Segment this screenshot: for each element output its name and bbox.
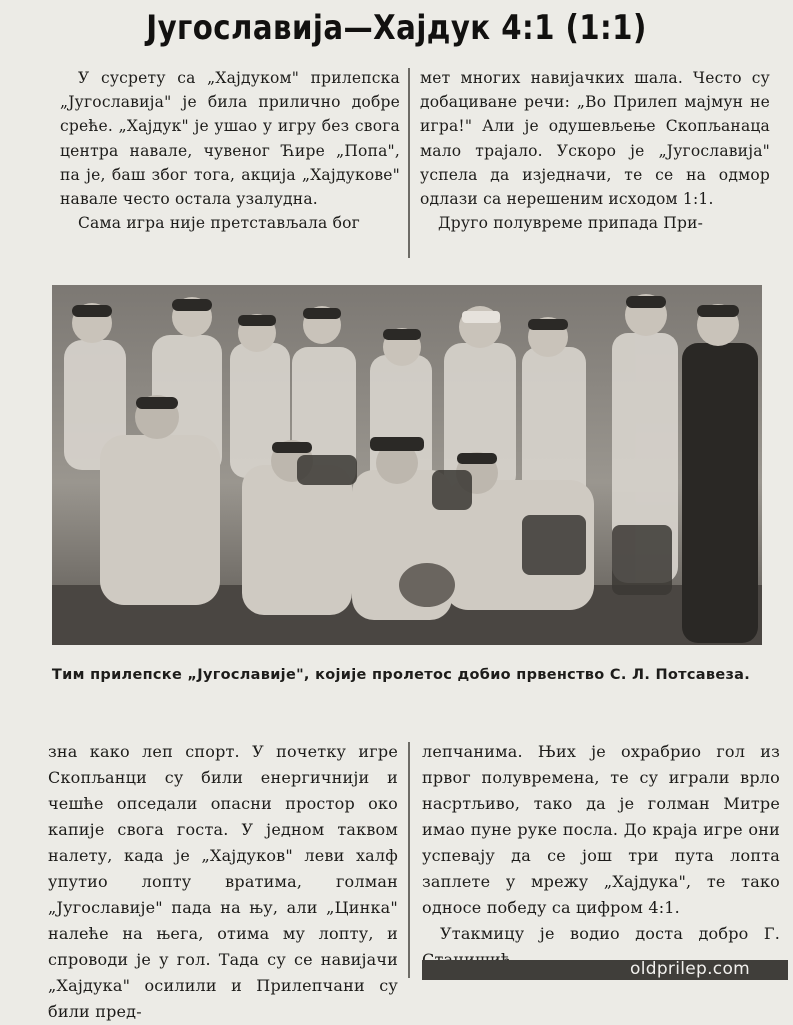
watermark: oldprilep.com [630, 959, 751, 979]
article-column-bottom-right [422, 739, 780, 973]
paragraph: У сусрету са „Хајдуком" прилепска „Југославија" је била прилично добре среће. „Хајдук" је ушао у игру без свога центра навале, чувеног Ћире „Попа", па је, баш због тога, акција „Хајдукове" навале често остала узалудна. [60, 69, 400, 209]
column-divider [408, 742, 410, 978]
headline: Југославија—Хајдук 4:1 (1:1) [146, 8, 647, 48]
team-photo [52, 285, 762, 645]
article-column-top-right [420, 66, 770, 235]
column-divider [408, 68, 410, 258]
article-column-top-left [60, 66, 400, 235]
photo-caption: Тим прилепске „Југославије", којије пролетос добио првенство С. Л. Потсавеза. [51, 667, 751, 683]
paragraph: лепчанима. Њих је охрабрио гол из првог полувремена, те су играли врло насртљиво, тако да је голман Митре имао пуне руке посла. До краја игре они успевају да се још три пута лопта заплете у мрежу „Хајдука", те тако односе победу са цифром 4:1. [422, 742, 780, 917]
paragraph: зна како леп спорт. У почетку игре Скопљанци су били енергичнији и чешће опседали опасни простор око капије свога госта. У једном таквом налету, када је „Хајдуков" леви халф упутио лопту вратима, голман „Југославије" пада на њу, али „Цинка" налеће на њега, отима му лопту, и спроводи је у гол. Тада су се навијачи „Хајдука" осилили и Прилепчани су били пред- [48, 742, 398, 1021]
paragraph: Друго полувреме припада При- [438, 214, 704, 233]
paragraph: мет многих навијачких шала. Често су добациване речи: „Во Прилеп мајмун не игра!" Али је одушевљење Скопљанаца мало трајало. Ускоро је „Југославија" успела да изједначи, те се на одмор одлази са нерешеним исходом 1:1. [420, 69, 770, 209]
article-column-bottom-left [48, 739, 398, 1025]
paragraph: Утакмицу је водио доста добро Г. [440, 924, 780, 943]
paragraph: Сама игра није претстављала бог [78, 214, 360, 233]
